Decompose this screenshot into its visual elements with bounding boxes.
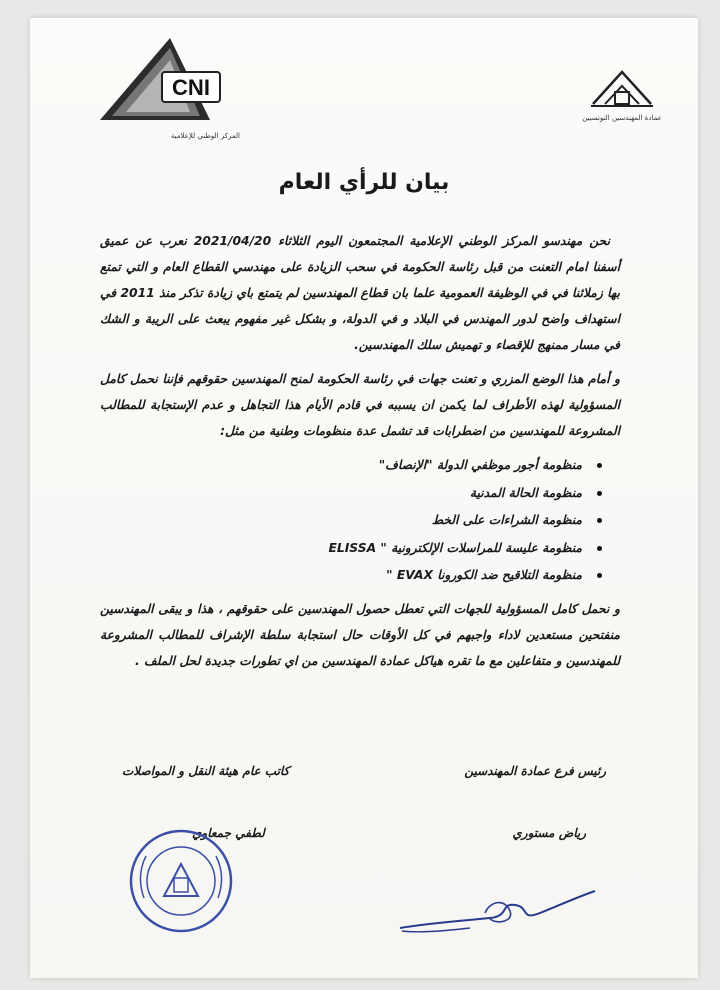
engineers-logo-caption: عمادة المهندسين التونسيين xyxy=(582,114,662,122)
cni-logo xyxy=(90,32,240,142)
cni-logo-caption: المركز الوطني للإعلامية xyxy=(170,132,240,140)
list-item: منظومة التلاقيح ضد الكورونا EVAX " xyxy=(100,562,602,590)
document-body xyxy=(100,228,620,682)
right-signatory-role: رئيس فرع عمادة المهندسين xyxy=(464,764,606,778)
engineers-order-logo xyxy=(574,66,670,122)
left-signatory-role: كاتب عام هيئة النقل و المواصلات xyxy=(122,764,290,778)
systems-list xyxy=(100,452,620,590)
handwritten-signature xyxy=(390,873,610,953)
official-stamp xyxy=(126,826,236,936)
paragraph-closing: و نحمل كامل المسؤولية للجهات التي تعطل حصول المهندسين على حقوقهم ، هذا و يبقى المهندسين منفتحين مستعدين لاداء واجبهم في كل الأوقات حال استجابة سلطة الإشراف للمطالب المشروعة للمهندسين و متفاعلين مع ما تقره هياكل عمادة المهندسين من اي تطورات جديدة لحل الملف . xyxy=(100,601,620,668)
list-item: منظومة الشراءات على الخط xyxy=(100,507,602,535)
right-signatory-name: رياض مستوري xyxy=(512,826,586,840)
document-title: بيان للرأي العام xyxy=(278,170,450,195)
paragraph-intro: نحن مهندسو المركز الوطني الإعلامية المجتمعون اليوم الثلاثاء 2021/04/20 نعرب عن عميق أسفنا امام التعنت من قبل رئاسة الحكومة في سحب الزيادة على مهندسي القطاع العام و التي تمتع بها زملائنا في في الوظيفة العمومية علما بان قطاع المهندسين لم يتمتع باي زيادة تذكر منذ 2011 في استهداف واضح لدور المهندس في البلاد و في الدولة، و بشكل غير مفهوم يبعث على الريبة و الشك في مسار ممنهج للإقصاء و تهميش سلك المهندسين. xyxy=(100,234,620,352)
list-item: منظومة أجور موظفي الدولة "الإنصاف" xyxy=(100,452,602,480)
document-page xyxy=(30,18,698,978)
list-item: منظومة عليسة للمراسلات الإلكترونية " ELISSA xyxy=(100,535,602,563)
cni-letters: CNI xyxy=(172,75,210,100)
engineers-logo-icon xyxy=(587,66,657,110)
cni-logo-icon xyxy=(90,32,240,128)
left-signatory-name: لطفي جمعاوي xyxy=(192,826,265,840)
paragraph-responsibility: و أمام هذا الوضع المزري و تعنت جهات في رئاسة الحكومة لمنح المهندسين حقوقهم فإننا نحمل كامل المسؤولية لهذه الأطراف لما يكمن ان يسببه في قادم الأيام هذا التجاهل و عدم الإستجابة للمطالب المشروعة للمهندسين من اضطرابات قد تشمل عدة منظومات وطنية من مثل: xyxy=(100,372,620,438)
list-item: منظومة الحالة المدنية xyxy=(100,480,602,508)
